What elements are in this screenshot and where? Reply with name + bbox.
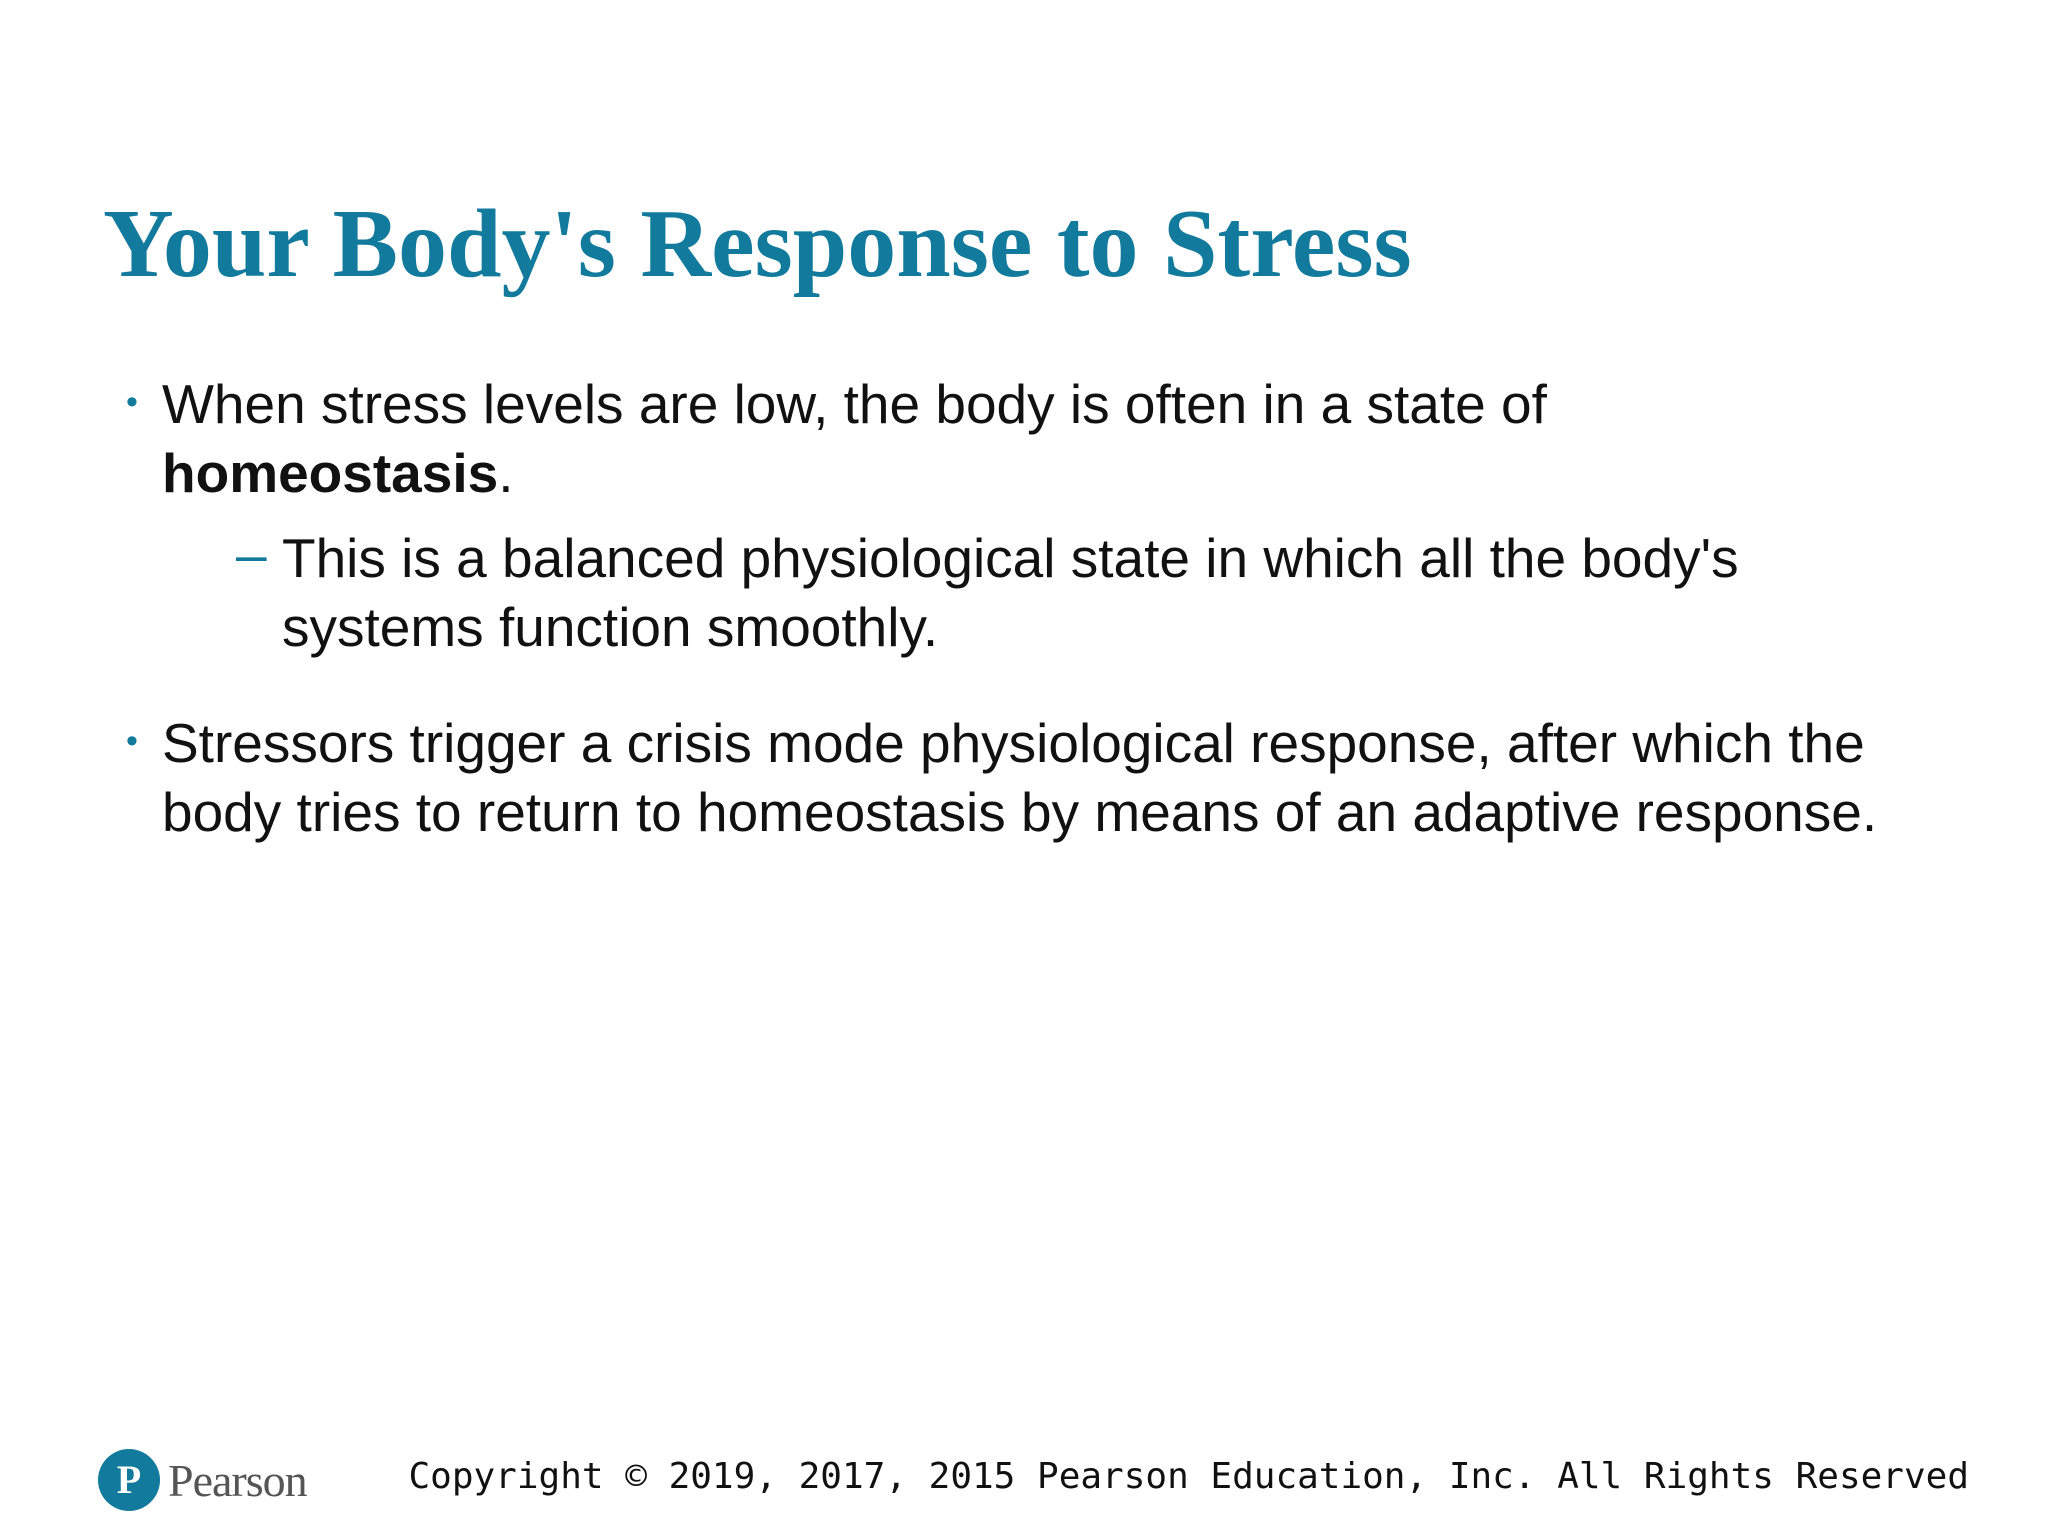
bullet-dot-icon: •	[126, 722, 138, 760]
bullet-list	[126, 370, 2006, 847]
pearson-p-glyph-icon	[98, 1449, 160, 1511]
copyright-notice: Copyright © 2019, 2017, 2015 Pearson Education, Inc. All Rights Reserved	[408, 1456, 1969, 1497]
bold-term: homeostasis	[162, 442, 499, 504]
bullet-text-line: body tries to return to homeostasis by means of an adaptive response.	[162, 781, 1878, 843]
sub-bullet-text-line: This is a balanced physiological state in which all the body's	[282, 527, 1739, 589]
logo-wordmark: Pearson	[168, 1454, 307, 1506]
sub-bullet-text-line: systems function smoothly.	[282, 596, 939, 658]
bullet-text-line: When stress levels are low, the body is often in a state of	[162, 373, 1547, 435]
bullet-text-suffix: .	[498, 442, 514, 504]
bullet-text-line: Stressors trigger a crisis mode physiological response, after which the	[162, 712, 1865, 774]
bullet-item-homeostasis	[126, 370, 2006, 508]
pearson-logo	[98, 1446, 307, 1514]
sub-bullet-item	[236, 524, 2006, 662]
pearson-logo-icon	[98, 1449, 160, 1511]
bullet-dot-icon: •	[126, 383, 138, 421]
dash-icon: –	[236, 523, 267, 585]
slide-title: Your Body's Response to Stress	[103, 190, 1412, 298]
bullet-text-line	[162, 439, 2006, 508]
logo-letter: P	[116, 1457, 142, 1502]
bullet-item-stressors	[126, 709, 2006, 847]
